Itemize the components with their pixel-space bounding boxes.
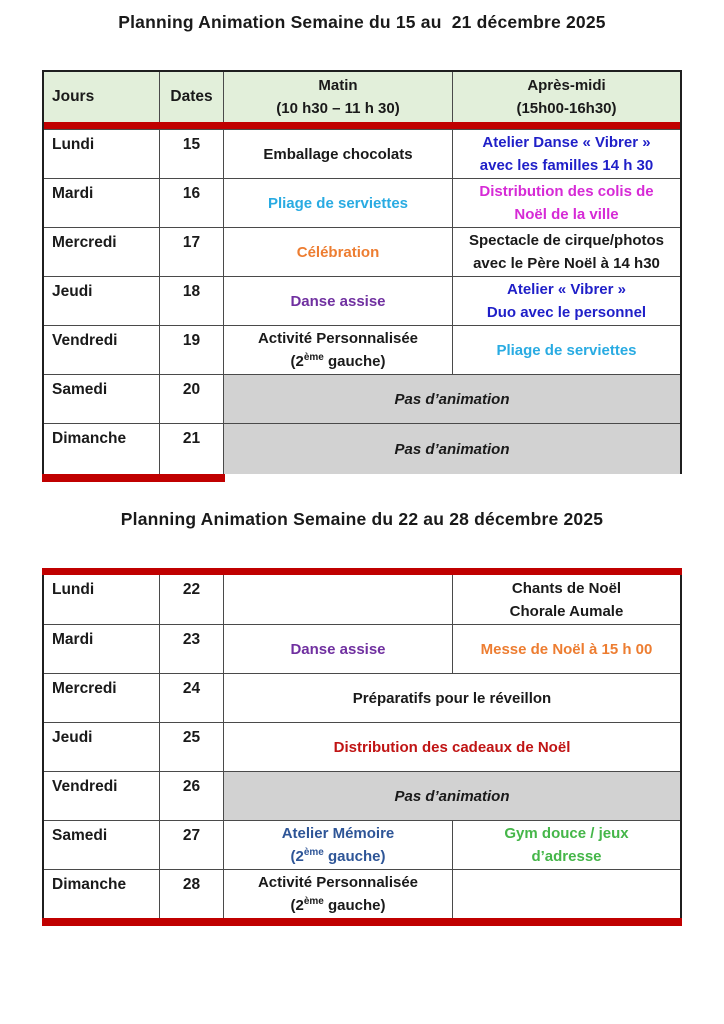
afternoon-activity-cell (452, 870, 680, 918)
activity-text: Chorale Aumale (509, 602, 624, 620)
activity-text: Messe de Noël à 15 h 00 (480, 640, 653, 658)
afternoon-activity-cell (452, 228, 680, 276)
header-apm-line1: Après-midi (527, 77, 606, 94)
afternoon-activity-cell (452, 179, 680, 227)
day-cell: Dimanche (52, 876, 127, 893)
date-cell: 28 (159, 870, 223, 918)
table2-bottom-red-border (42, 918, 682, 926)
date-cell: 19 (159, 326, 223, 374)
table-row (44, 673, 680, 722)
table-row (44, 423, 680, 474)
planning-table-week2 (42, 568, 682, 926)
activity-text: avec le Père Noël à 14 h30 (473, 255, 660, 272)
day-cell: Lundi (52, 581, 95, 598)
day-cell: Mercredi (52, 680, 117, 697)
day-cell: Samedi (52, 827, 108, 844)
afternoon-activity-cell (452, 625, 680, 673)
day-cell: Samedi (52, 381, 108, 398)
header-divider-red (44, 122, 680, 129)
planning-title-week1: Planning Animation Semaine du 15 au 21 décembre 2025 (118, 12, 606, 32)
afternoon-activity-cell (452, 130, 680, 178)
day-cell: Lundi (52, 136, 95, 153)
activity-text: Pliage de serviettes (267, 194, 409, 212)
table-row (44, 771, 680, 820)
merged-activity-cell (223, 723, 680, 771)
activity-text: d’adresse (531, 848, 602, 865)
activity-text: Préparatifs pour le réveillon (352, 689, 552, 707)
header-apres-midi (452, 72, 680, 122)
morning-activity-cell (223, 179, 452, 227)
day-cell: Vendredi (52, 332, 118, 349)
activity-text: Distribution des cadeaux de Noël (333, 738, 571, 756)
planning-table-week1 (42, 70, 682, 482)
activity-text: (2ème gauche) (290, 896, 386, 914)
activity-text: avec les familles 14 h 30 (479, 157, 654, 174)
table-header-row (44, 72, 680, 122)
day-cell: Mardi (52, 631, 94, 648)
header-matin-line2: (10 h30 – 11 h 30) (276, 100, 400, 117)
table-row (44, 325, 680, 374)
activity-text: Atelier Danse « Vibrer » (482, 134, 651, 151)
date-cell: 15 (159, 130, 223, 178)
header-matin-line1: Matin (318, 77, 358, 94)
table-row (44, 129, 680, 178)
activity-text: Chants de Noël (511, 579, 622, 597)
morning-activity-cell (223, 130, 452, 178)
table-row (44, 276, 680, 325)
header-jours: Jours (52, 88, 95, 105)
header-dates: Dates (159, 72, 223, 122)
activity-text: Danse assise (290, 292, 386, 310)
activity-text: Duo avec le personnel (486, 304, 647, 321)
morning-activity-cell (223, 326, 452, 374)
no-animation-cell (223, 424, 680, 474)
table-row (44, 722, 680, 771)
day-cell: Jeudi (52, 729, 93, 746)
activity-text: Danse assise (290, 640, 386, 658)
table1-bottom-red-border (42, 474, 225, 482)
table-row (44, 869, 680, 918)
morning-activity-cell (223, 228, 452, 276)
date-cell: 24 (159, 674, 223, 722)
date-cell: 23 (159, 625, 223, 673)
activity-text: Spectacle de cirque/photos (468, 232, 665, 249)
header-apm-line2: (15h00-16h30) (516, 100, 617, 117)
activity-text: Gym douce / jeux (504, 825, 629, 842)
table-row (44, 624, 680, 673)
activity-text: (2ème gauche) (290, 847, 386, 865)
activity-text: Pas d’animation (394, 440, 510, 458)
date-cell: 17 (159, 228, 223, 276)
date-cell: 26 (159, 772, 223, 820)
morning-activity-cell (223, 575, 452, 624)
morning-activity-cell (223, 821, 452, 869)
table-row (44, 575, 680, 624)
planning-title-week2: Planning Animation Semaine du 22 au 28 décembre 2025 (120, 509, 604, 529)
table-row (44, 227, 680, 276)
date-cell: 21 (159, 424, 223, 474)
afternoon-activity-cell (452, 575, 680, 624)
no-animation-cell (223, 375, 680, 423)
date-cell: 18 (159, 277, 223, 325)
date-cell: 16 (159, 179, 223, 227)
day-cell: Vendredi (52, 778, 118, 795)
activity-text: Distribution des colis de (479, 183, 654, 200)
date-cell: 20 (159, 375, 223, 423)
table-row (44, 820, 680, 869)
table-row (44, 178, 680, 227)
activity-text: Atelier « Vibrer » (507, 281, 626, 298)
day-cell: Mardi (52, 185, 94, 202)
morning-activity-cell (223, 870, 452, 918)
activity-text: Pas d’animation (394, 390, 510, 408)
activity-text: Célébration (296, 243, 380, 261)
activity-text: (2ème gauche) (290, 352, 386, 370)
activity-text: Pliage de serviettes (496, 341, 637, 359)
afternoon-activity-cell (452, 821, 680, 869)
activity-text: Emballage chocolats (263, 145, 413, 163)
activity-text: Pas d’animation (394, 787, 510, 805)
day-cell: Mercredi (52, 234, 117, 251)
day-cell: Dimanche (52, 430, 127, 447)
afternoon-activity-cell (452, 326, 680, 374)
merged-activity-cell (223, 674, 680, 722)
date-cell: 25 (159, 723, 223, 771)
morning-activity-cell (223, 277, 452, 325)
table-row (44, 374, 680, 423)
activity-text: Noël de la ville (514, 206, 619, 223)
header-matin (223, 72, 452, 122)
activity-text: Activité Personnalisée (257, 874, 419, 891)
no-animation-cell (223, 772, 680, 820)
day-cell: Jeudi (52, 283, 93, 300)
activity-text: Atelier Mémoire (281, 825, 395, 842)
table2-top-red-border (42, 568, 682, 575)
morning-activity-cell (223, 625, 452, 673)
date-cell: 27 (159, 821, 223, 869)
afternoon-activity-cell (452, 277, 680, 325)
date-cell: 22 (159, 575, 223, 624)
activity-text: Activité Personnalisée (257, 330, 419, 347)
